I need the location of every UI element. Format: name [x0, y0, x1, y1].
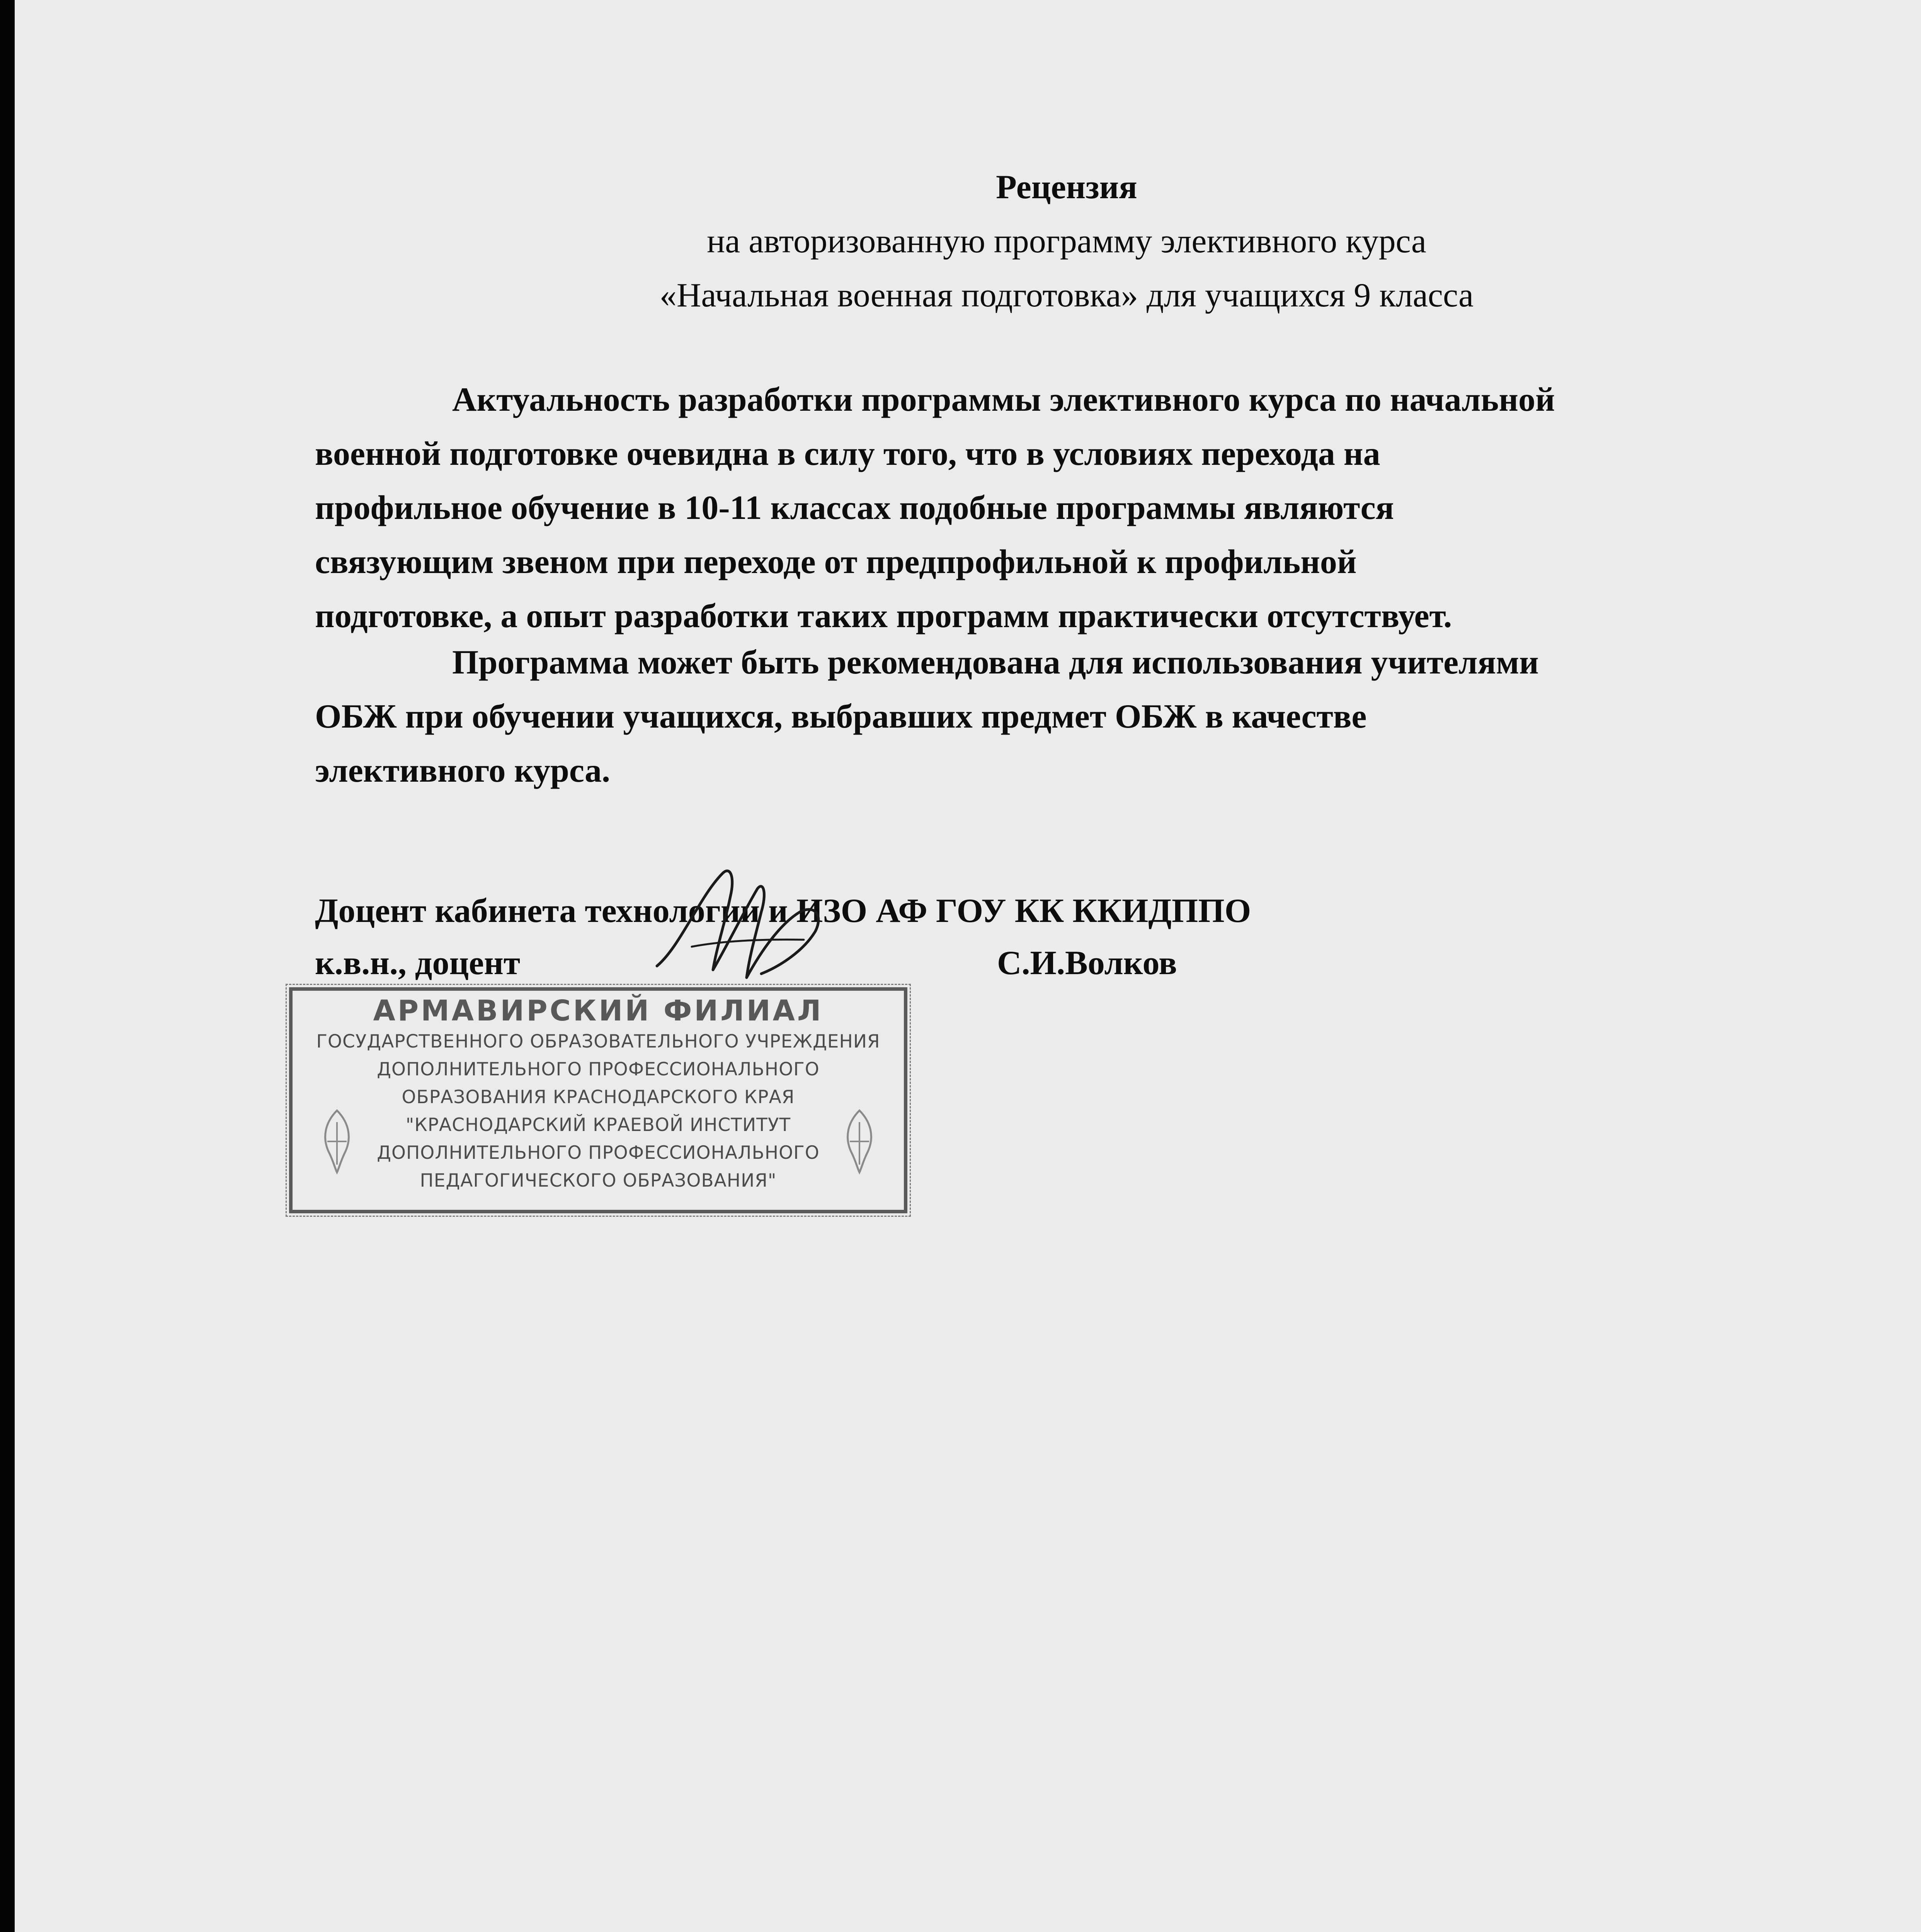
signatory-name: С.И.Волков: [997, 944, 1177, 982]
paragraph-line: ОБЖ при обучении учащихся, выбравших предмет ОБЖ в качестве: [315, 698, 1367, 735]
paragraph-line: Программа может быть рекомендована для использования учителями: [452, 644, 1539, 681]
document-title: Рецензия: [996, 168, 1137, 206]
stamp-text-line: ПЕДАГОГИЧЕСКОГО ОБРАЗОВАНИЯ": [420, 1170, 777, 1191]
signatory-position: Доцент кабинета технологии и ИЗО АФ ГОУ КК ККИДППО: [315, 892, 1251, 930]
paragraph-line: военной подготовке очевидна в силу того, что в условиях перехода на: [315, 435, 1380, 473]
document-subtitle-line2: «Начальная военная подготовка» для учащихся 9 класса: [659, 277, 1474, 314]
stamp-emblem-icon: [314, 1107, 360, 1176]
paragraph-recommendation: [315, 636, 1822, 798]
paragraph-line: элективного курса.: [315, 752, 611, 789]
stamp-text-line: "КРАСНОДАРСКИЙ КРАЕВОЙ ИНСТИТУТ: [405, 1114, 791, 1136]
stamp-emblem-icon: [836, 1107, 883, 1176]
institution-stamp: [289, 987, 907, 1213]
stamp-text-line: ГОСУДАРСТВЕННОГО ОБРАЗОВАТЕЛЬНОГО УЧРЕЖДЕНИЯ: [316, 1031, 880, 1052]
paragraph-line: профильное обучение в 10-11 классах подобные программы являются: [315, 489, 1394, 527]
paragraph-line: Актуальность разработки программы элективного курса по начальной: [452, 381, 1555, 418]
stamp-text-line: ОБРАЗОВАНИЯ КРАСНОДАРСКОГО КРАЯ: [402, 1087, 795, 1108]
paragraph-line: связующим звеном при переходе от предпрофильной к профильной: [315, 543, 1357, 581]
paragraph-line: подготовке, а опыт разработки таких программ практически отсутствует.: [315, 597, 1452, 635]
paragraph-relevance: [315, 373, 1822, 643]
document-subtitle-line1: на авторизованную программу элективного курса: [707, 223, 1426, 260]
signatory-degree: к.в.н., доцент: [315, 944, 521, 982]
stamp-text-line: АРМАВИРСКИЙ ФИЛИАЛ: [373, 994, 824, 1027]
stamp-text-line: ДОПОЛНИТЕЛЬНОГО ПРОФЕССИОНАЛЬНОГО: [377, 1059, 820, 1080]
stamp-text-line: ДОПОЛНИТЕЛЬНОГО ПРОФЕССИОНАЛЬНОГО: [377, 1142, 820, 1163]
